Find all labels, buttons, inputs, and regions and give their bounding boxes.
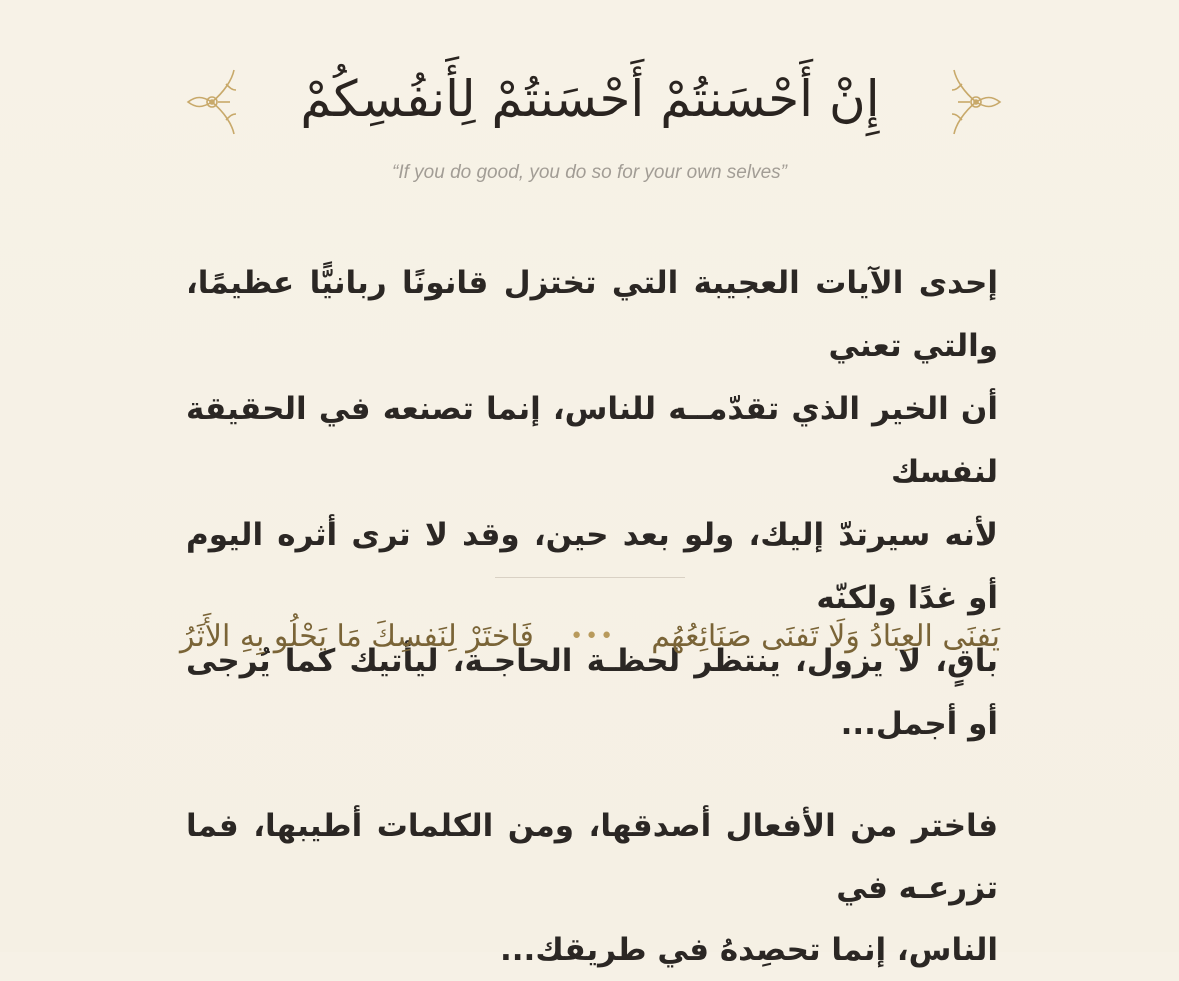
- page-title: إِنْ أَحْسَنتُمْ أَحْسَنتُمْ لِأَنفُسِكُمْ: [300, 70, 880, 128]
- intro-paragraph: [186, 252, 998, 756]
- paragraph-line: أن الخير الذي تقدّمــه للناس، إنما تصنعه في الحقيقة لنفسك: [186, 391, 998, 490]
- verse-first-half: يَفنَى العِبَادُ وَلَا تَفنَى صَنَائِعُهُم: [651, 618, 1000, 654]
- title-translation: “If you do good, you do so for your own selves”: [392, 162, 787, 183]
- closing-paragraph: [186, 795, 998, 981]
- paragraph-line: فاختر من الأفعال أصدقها، ومن الكلمات أطيبها، فما تزرعـه في: [186, 808, 998, 906]
- poetry-verse: [180, 608, 1000, 664]
- paragraph-line: لأنه سيرتدّ إليك، ولو بعد حين، وقد لا ترى أثره اليوم أو غدًا ولكنّه: [186, 517, 998, 616]
- floral-ornament-icon: [946, 62, 1006, 142]
- paragraph-line: الناس، إنما تحصِدهُ في طريقك...: [500, 932, 998, 968]
- divider: [495, 577, 685, 578]
- verse-separator: •••: [570, 623, 616, 649]
- header: [0, 52, 1179, 152]
- verse-second-half: فَاختَرْ لِنَفسِكَ مَا يَحْلُو بِهِ الأَثَرُ: [180, 618, 534, 654]
- paragraph-line: باقٍ، لا يزول، ينتظر لحظـة الحاجـة، ليأتيك كما يُرجى أو أجمل...: [186, 643, 998, 742]
- paragraph-line: إحدى الآيات العجيبة التي تختزل قانونًا ربانيًّا عظيمًا، والتي تعني: [186, 265, 998, 364]
